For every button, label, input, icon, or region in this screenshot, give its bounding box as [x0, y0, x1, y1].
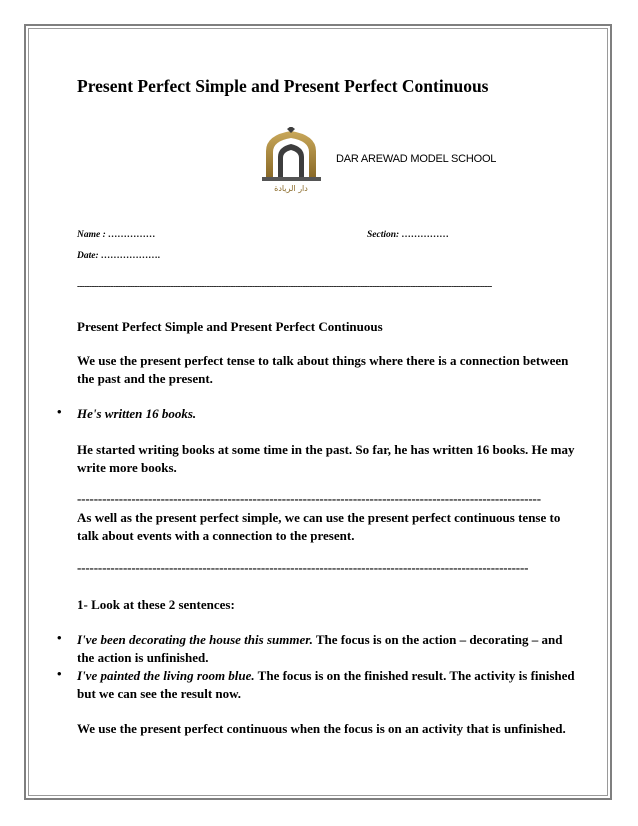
bullet-1-rest: The focus is on the action – decorating – and [312, 632, 563, 647]
separator-line: ----------------------------------------------------------------------------------------------------------------------------------------------------------------------------- [77, 281, 492, 291]
bullet-item-1 [77, 630, 563, 650]
bullet-2-example: I've painted the living room blue. [77, 668, 255, 683]
bullet-1-example: I've been decorating the house this summer. [77, 632, 313, 647]
bullet: • [57, 404, 62, 419]
bullet-2-rest: The focus is on the finished result. The activity is finished [254, 668, 575, 683]
explanation-line-2: write more books. [77, 460, 177, 475]
date-field[interactable]: Date: ………………. [77, 251, 161, 261]
conclusion: We use the present perfect continuous when the focus is on an activity that is unfinished. [77, 721, 566, 736]
school-name: DAR AREWAD MODEL SCHOOL [336, 153, 497, 165]
bullet-item-2 [77, 666, 575, 686]
bullet: • [57, 630, 62, 645]
bullet: • [57, 666, 62, 681]
aswell-line-2: talk about events with a connection to the present. [77, 528, 355, 543]
page-title: Present Perfect Simple and Present Perfect Continuous [77, 76, 489, 96]
logo-text: دار الريادة [274, 184, 308, 193]
separator-line: ------------------------------------------------------------------------------------------------------------ [77, 560, 529, 575]
bullet-2-line-2: but we can see the result now. [77, 686, 242, 701]
separator-line: --------------------------------------------------------------------------------------------------------------- [77, 491, 541, 506]
example-sentence-1: He's written 16 books. [77, 406, 197, 421]
intro-line-1: We use the present perfect tense to talk about things where there is a connection between [77, 353, 569, 368]
section-heading: Present Perfect Simple and Present Perfect Continuous [77, 319, 383, 334]
intro-line-2: the past and the present. [77, 371, 213, 386]
school-logo [254, 127, 329, 195]
aswell-line-1: As well as the present perfect simple, we can use the present perfect continuous tense to [77, 510, 561, 525]
name-field[interactable]: Name : …………… [77, 230, 156, 240]
explanation-line-1: He started writing books at some time in the past. So far, he has written 16 books. He may [77, 442, 575, 457]
task-heading: 1- Look at these 2 sentences: [77, 597, 235, 612]
bullet-1-line-2: the action is unfinished. [77, 650, 209, 665]
section-field[interactable]: Section: …………… [367, 230, 450, 240]
